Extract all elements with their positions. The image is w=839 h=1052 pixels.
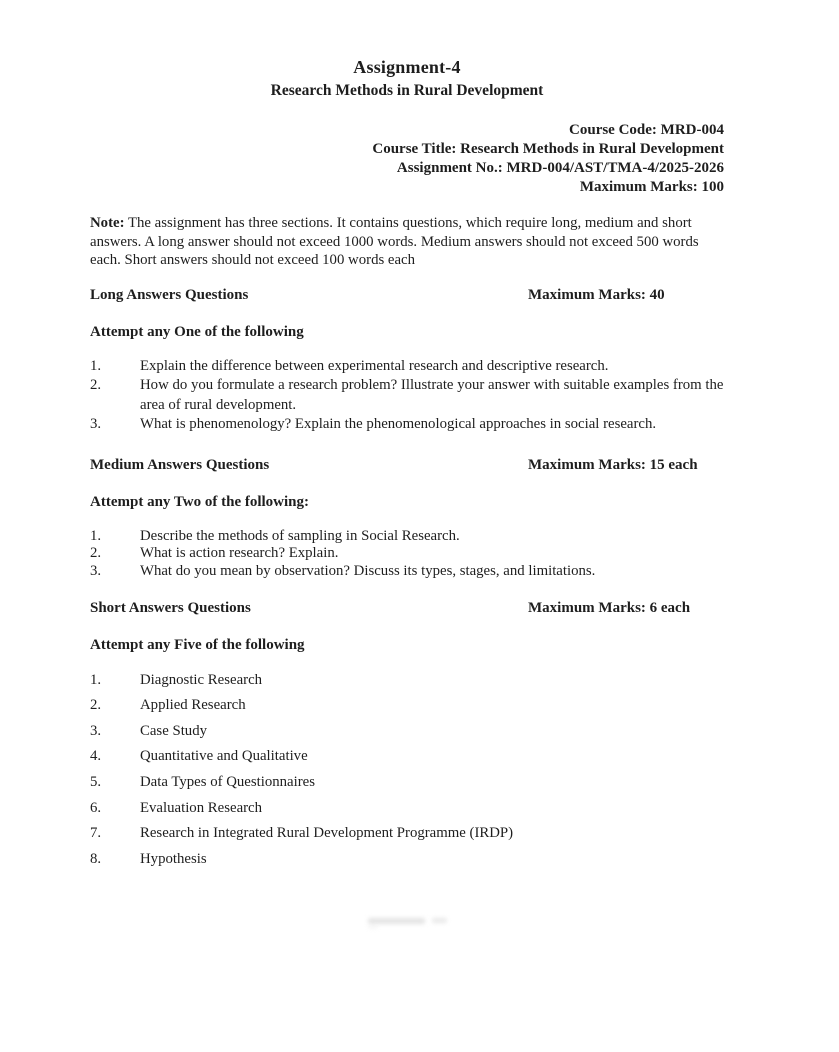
section-marks-short: Maximum Marks: 6 each: [528, 599, 691, 616]
question-list-long: [90, 357, 724, 435]
course-subtitle: Research Methods in Rural Development: [270, 82, 544, 99]
question-number: 5.: [90, 773, 102, 790]
note-text: The assignment has three sections. It contains questions, which require long, medium and short answers. A long answer should not exceed 1000 words. Medium answers should not exceed 500 words each. Short answers should not exceed 100 words each: [90, 215, 699, 269]
question-text: What is phenomenology? Explain the phenomenological approaches in social research.: [140, 416, 657, 433]
section-heading-short: Short Answers Questions: [90, 599, 251, 616]
question-number: 3.: [90, 416, 102, 433]
question-text: Describe the methods of sampling in Social Research.: [140, 527, 460, 544]
question-item: [90, 722, 724, 741]
question-number: 6.: [90, 799, 102, 816]
note-label: Note:: [90, 215, 125, 231]
question-item: [90, 824, 724, 843]
attempt-line-short: Attempt any Five of the following: [90, 636, 305, 653]
question-text: What do you mean by observation? Discuss its types, stages, and limitations.: [140, 562, 596, 579]
question-text: Diagnostic Research: [140, 671, 263, 688]
question-item: [90, 671, 724, 690]
assignment-title: Assignment-4: [353, 57, 461, 77]
question-number: 1.: [90, 357, 102, 374]
question-number: 8.: [90, 850, 102, 867]
section-header-medium: [90, 456, 724, 475]
section-marks-medium: Maximum Marks: 15 each: [528, 456, 698, 473]
question-text: What is action research? Explain.: [140, 545, 339, 562]
question-number: 3.: [90, 562, 102, 579]
attempt-line-long: Attempt any One of the following: [90, 323, 304, 340]
question-item: [90, 563, 724, 581]
question-text: Case Study: [140, 722, 207, 739]
question-text: Applied Research: [140, 697, 246, 714]
section-heading-medium: Medium Answers Questions: [90, 456, 270, 473]
question-item: [90, 799, 724, 818]
scan-smudge: [368, 918, 425, 924]
question-item: [90, 773, 724, 792]
question-item: [90, 376, 724, 415]
question-text: Explain the difference between experimental research and descriptive research.: [140, 357, 609, 374]
question-list-medium: [90, 528, 724, 581]
course-meta-block: [90, 121, 724, 197]
question-item: [90, 545, 724, 563]
scan-smudge: [432, 918, 447, 923]
question-number: 2.: [90, 697, 102, 714]
course-code-line: Course Code: MRD-004: [569, 122, 724, 138]
question-text: Evaluation Research: [140, 799, 263, 816]
question-item: [90, 415, 724, 435]
question-text: How do you formulate a research problem? Illustrate your answer with suitable examples from the area of rural development.: [140, 377, 724, 413]
maximum-marks-line: Maximum Marks: 100: [579, 179, 724, 195]
question-text: Research in Integrated Rural Development Programme (IRDP): [140, 825, 514, 842]
question-item: [90, 696, 724, 715]
scan-smudge: [368, 926, 378, 928]
question-text: Quantitative and Qualitative: [140, 748, 308, 765]
attempt-line-medium: Attempt any Two of the following:: [90, 493, 310, 510]
section-marks-long: Maximum Marks: 40: [528, 286, 665, 303]
question-item: [90, 850, 724, 869]
question-text: Hypothesis: [140, 850, 207, 867]
note-paragraph: [90, 214, 724, 270]
question-item: [90, 747, 724, 766]
question-number: 3.: [90, 722, 102, 739]
question-number: 2.: [90, 545, 102, 562]
question-item: [90, 357, 724, 377]
question-number: 4.: [90, 748, 102, 765]
question-number: 2.: [90, 377, 102, 394]
question-number: 1.: [90, 527, 102, 544]
question-item: [90, 528, 724, 546]
question-list-short: [90, 671, 724, 869]
section-header-long: [90, 286, 724, 305]
assignment-no-line: Assignment No.: MRD-004/AST/TMA-4/2025-2026: [396, 160, 724, 176]
question-number: 1.: [90, 671, 102, 688]
document-content: [90, 0, 724, 875]
section-heading-long: Long Answers Questions: [90, 286, 249, 303]
question-number: 7.: [90, 825, 102, 842]
section-header-short: [90, 599, 724, 618]
course-title-line: Course Title: Research Methods in Rural Development: [372, 141, 724, 157]
question-text: Data Types of Questionnaires: [140, 773, 315, 790]
